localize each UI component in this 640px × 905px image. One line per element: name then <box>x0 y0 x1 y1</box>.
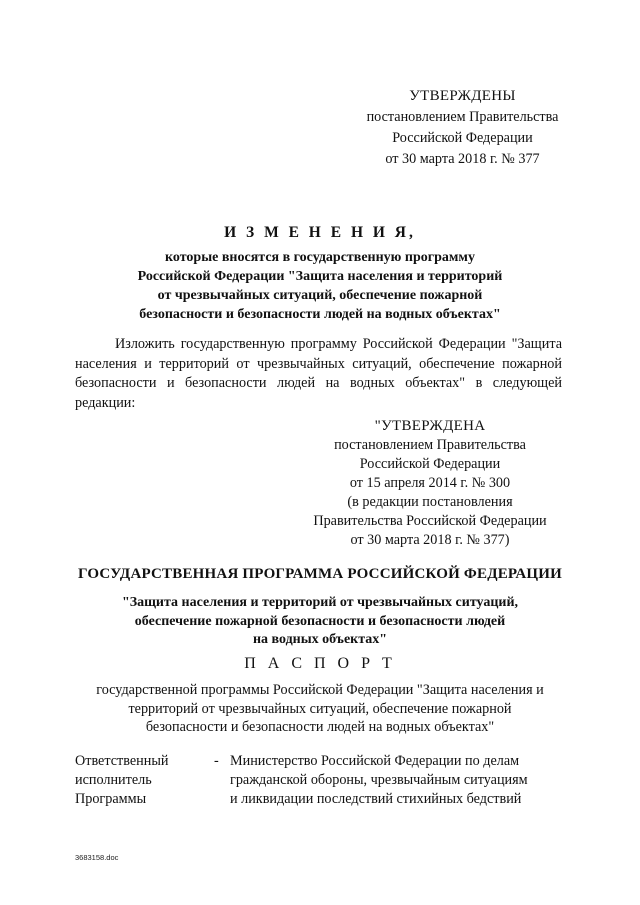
approval2-line: от 30 марта 2018 г. № 377) <box>350 532 510 548</box>
program-subtitle-line: обеспечение пожарной безопасности и безопасности людей <box>134 613 506 629</box>
intro-paragraph: Изложить государственную программу Российской Федерации "Защита населения и территорий от чрезвычайных ситуаций, обеспечение пожарной безопасности и безопасности людей на водных объектах" в следующей редакции: <box>75 336 562 411</box>
executor-value-line: Министерство Российской Федерации по делам <box>230 753 520 769</box>
document-code: 3683158.doc <box>75 853 119 862</box>
approval-block-2 <box>290 417 570 550</box>
approval-line-3: от 30 марта 2018 г. № 377 <box>385 151 540 167</box>
changes-subtitle <box>80 248 560 324</box>
executor-value-line: гражданской обороны, чрезвычайным ситуациям <box>230 772 528 788</box>
changes-subtitle-line: безопасности и безопасности людей на водных объектах" <box>139 307 501 322</box>
passport-subtitle-line: территорий от чрезвычайных ситуаций, обеспечение пожарной <box>128 700 512 717</box>
executor-label-line: исполнитель <box>75 772 152 788</box>
approval-line-2: Российской Федерации <box>392 130 533 146</box>
passport-subtitle-line: государственной программы Российской Федерации "Защита населения и <box>96 682 544 698</box>
approval-line-1: постановлением Правительства <box>366 109 559 125</box>
changes-subtitle-line: от чрезвычайных ситуаций, обеспечение пожарной <box>157 288 483 303</box>
executor-label-line: Программы <box>75 791 147 807</box>
program-title: ГОСУДАРСТВЕННАЯ ПРОГРАММА РОССИЙСКОЙ ФЕДЕРАЦИИ <box>77 566 562 582</box>
approval2-line: постановлением Правительства <box>334 437 526 453</box>
executor-dash: - <box>214 753 219 769</box>
passport-subtitle <box>75 681 565 737</box>
program-subtitle-line: на водных объектах" <box>252 632 388 647</box>
approval2-line: Правительства Российской Федерации <box>313 513 547 529</box>
program-subtitle-line: "Защита населения и территорий от чрезвычайных ситуаций, <box>121 595 519 610</box>
approval2-line: Российской Федерации <box>359 456 501 472</box>
executor-label-line: Ответственный <box>75 753 169 769</box>
approval2-line: от 15 апреля 2014 г. № 300 <box>349 475 511 491</box>
responsible-executor-value <box>230 752 565 809</box>
approval-header <box>325 86 600 170</box>
changes-heading: И З М Е Н Е Н И Я, <box>224 224 416 241</box>
changes-subtitle-line: которые вносятся в государственную программу <box>165 250 475 265</box>
passport-heading: П А С П О Р Т <box>244 655 396 672</box>
responsible-executor-label <box>75 752 195 809</box>
program-subtitle <box>80 594 560 650</box>
approval-title: УТВЕРЖДЕНЫ <box>409 88 516 104</box>
changes-subtitle-line: Российской Федерации "Защита населения и территорий <box>137 269 503 284</box>
approval2-line: (в редакции постановления <box>347 494 513 510</box>
executor-value-line: и ликвидации последствий стихийных бедствий <box>230 791 522 807</box>
passport-subtitle-line: безопасности и безопасности людей на водных объектах" <box>145 719 495 735</box>
approval2-title: "УТВЕРЖДЕНА <box>374 418 486 434</box>
